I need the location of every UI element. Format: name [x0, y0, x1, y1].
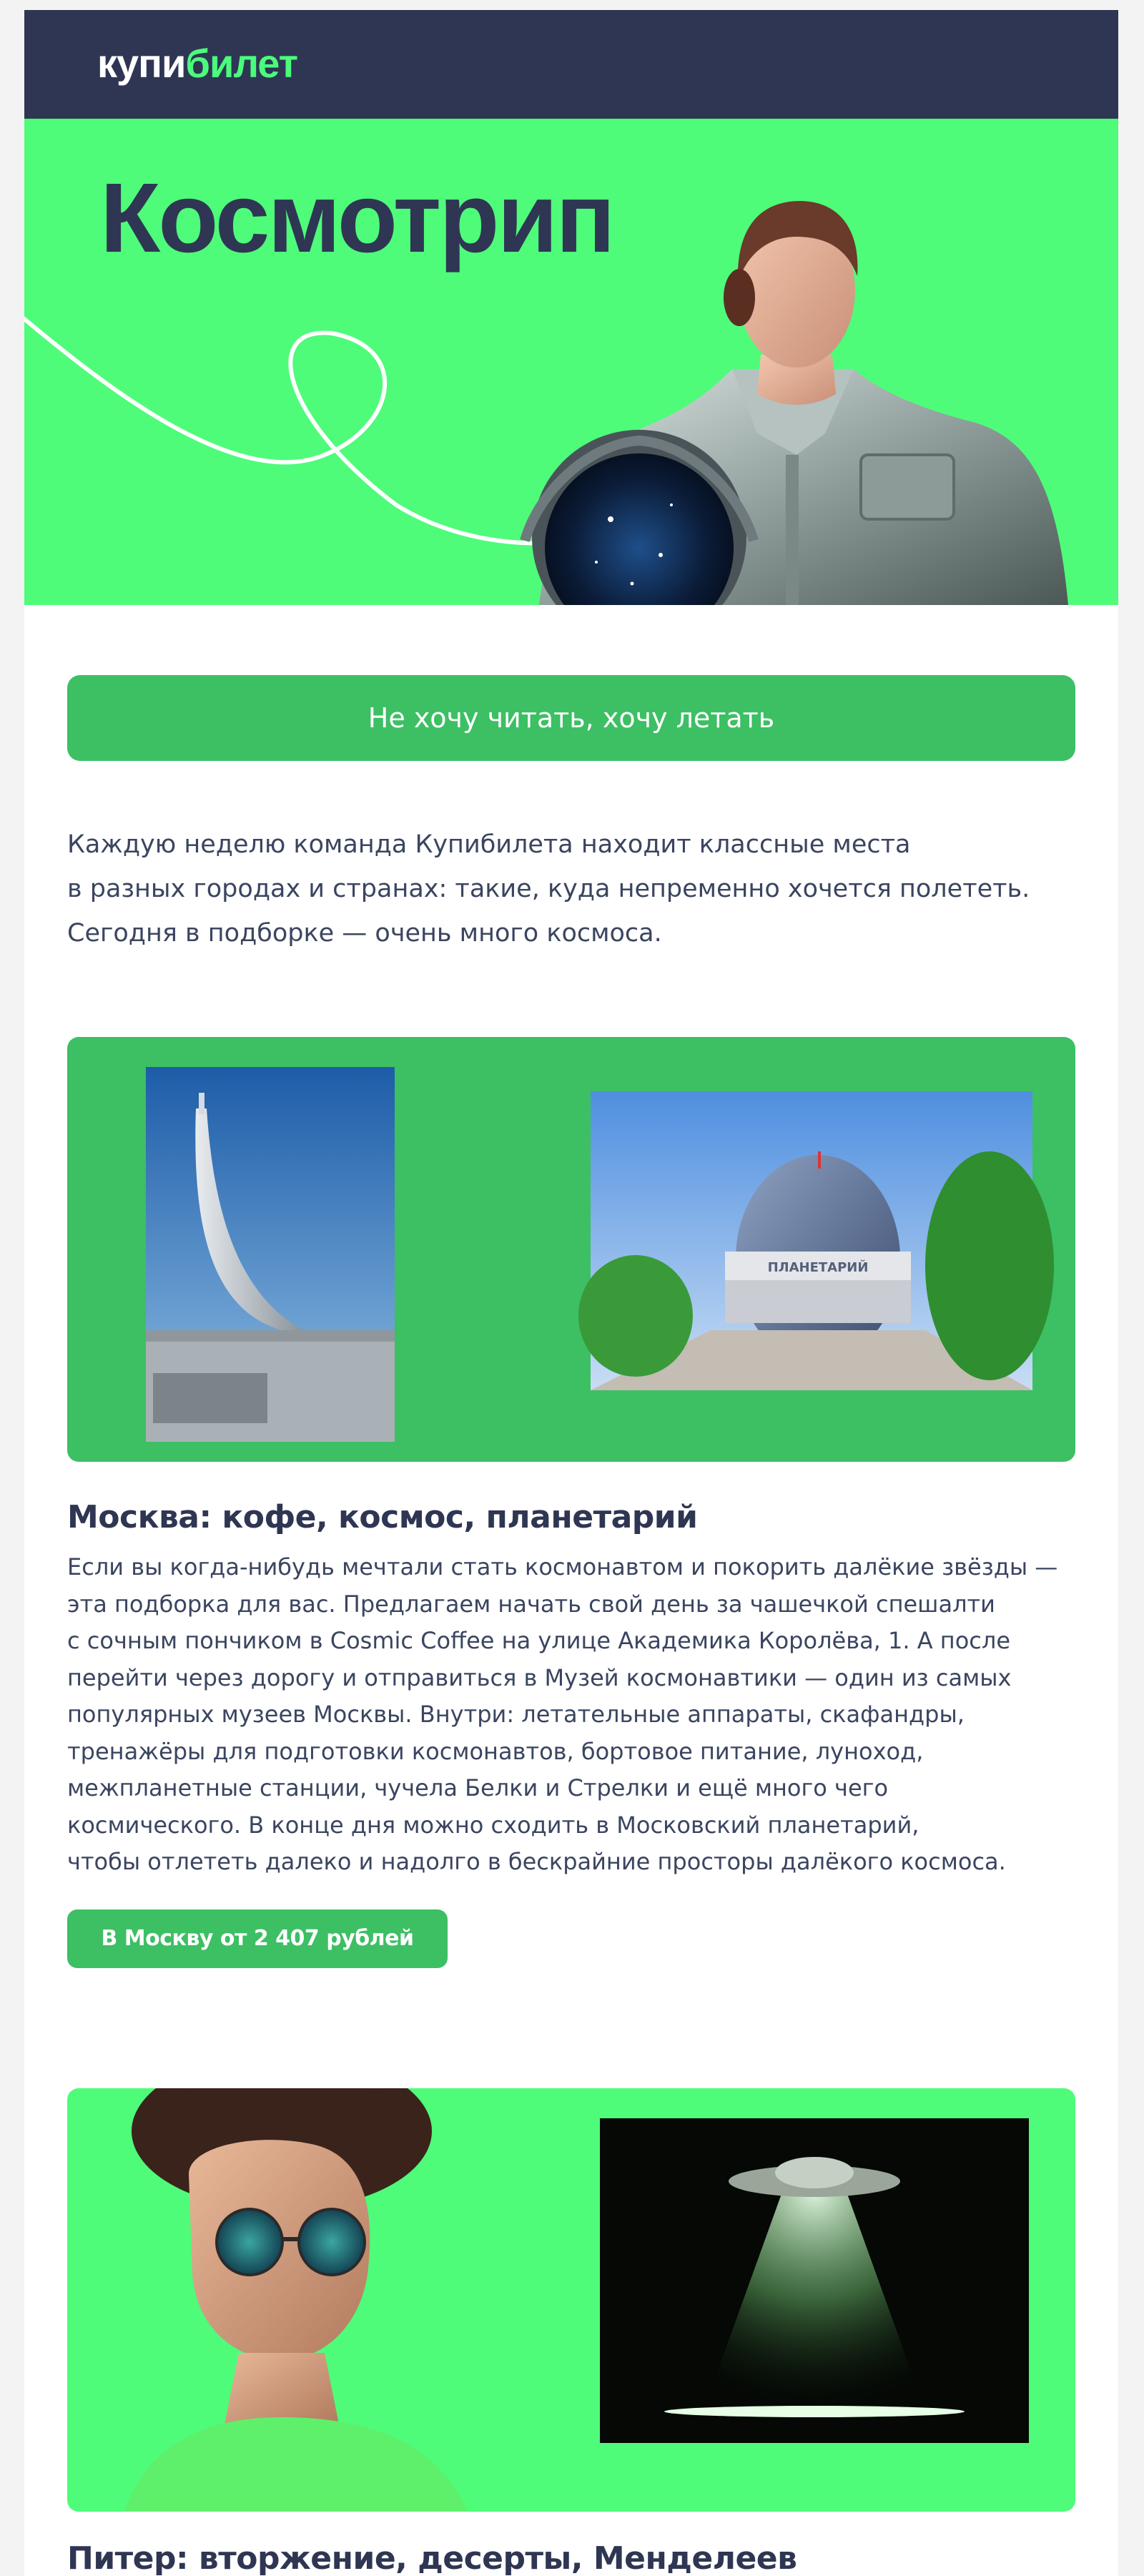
moscow-line-4: перейти через дорогу и отправиться в Музей космонавтики — один из самых: [67, 1663, 1012, 1691]
moscow-line-5: популярных музеев Москвы. Внутри: летательные аппараты, скафандры,: [67, 1701, 965, 1728]
logo-part-1: купи: [97, 41, 186, 86]
moscow-image-card[interactable]: [67, 1037, 1075, 1462]
hero-title: Космотрип: [100, 163, 613, 273]
planetarium-sign: ПЛАНЕТАРИЙ: [767, 1260, 869, 1275]
moscow-line-6: тренажёры для подготовки космонавтов, бортовое питание, луноход,: [67, 1737, 924, 1765]
intro-line-3: Сегодня в подборке — очень много космоса.: [67, 919, 662, 948]
moscow-line-8: космического. В конце дня можно сходить в Московский планетарий,: [67, 1811, 919, 1839]
moscow-section-body: [67, 1549, 1090, 1881]
moscow-line-3: с сочным пончиком в Cosmic Coffee на улице Академика Королёва, 1. А после: [67, 1627, 1011, 1654]
email-container: [24, 10, 1118, 2576]
ufo-photo: [600, 2118, 1029, 2443]
intro-line-2: в разных городах и странах: такие, куда непременно хочется полететь.: [67, 875, 1030, 903]
intro-text: [67, 822, 1083, 955]
logo-part-2: билет: [185, 41, 298, 86]
moscow-line-9: чтобы отлететь далеко и надолго в бескрайние просторы далёкого космоса.: [67, 1848, 1006, 1875]
intro-line-1: Каждую неделю команда Купибилета находит классные места: [67, 830, 911, 859]
moscow-line-2: эта подборка для вас. Предлагаем начать свой день за чашечкой спешалти: [67, 1590, 995, 1618]
header-bar: [24, 10, 1118, 119]
piter-image-card[interactable]: [67, 2088, 1075, 2512]
fly-now-button[interactable]: Не хочу читать, хочу летать: [67, 675, 1075, 761]
planetarium-photo: [578, 1091, 1054, 1390]
hero-banner: [24, 119, 1118, 605]
moscow-photos: [67, 1037, 1075, 1462]
moscow-line-7: межпланетные станции, чучела Белки и Стрелки и ещё много чего: [67, 1774, 889, 1801]
piter-section-title: Питер: вторжение, десерты, Менделеев: [67, 2540, 797, 2576]
moscow-section-title: Москва: кофе, космос, планетарий: [67, 1499, 698, 1535]
hero-swirl-line: [24, 319, 568, 543]
piter-photos: [67, 2088, 1075, 2512]
moscow-flights-button[interactable]: В Москву от 2 407 рублей: [67, 1909, 448, 1968]
logo[interactable]: [97, 39, 297, 89]
moscow-line-1: Если вы когда-нибудь мечтали стать космонавтом и покорить далёкие звёзды —: [67, 1553, 1058, 1580]
person-sunglasses-photo: [124, 2088, 468, 2512]
space-monument-photo: [146, 1067, 395, 1442]
